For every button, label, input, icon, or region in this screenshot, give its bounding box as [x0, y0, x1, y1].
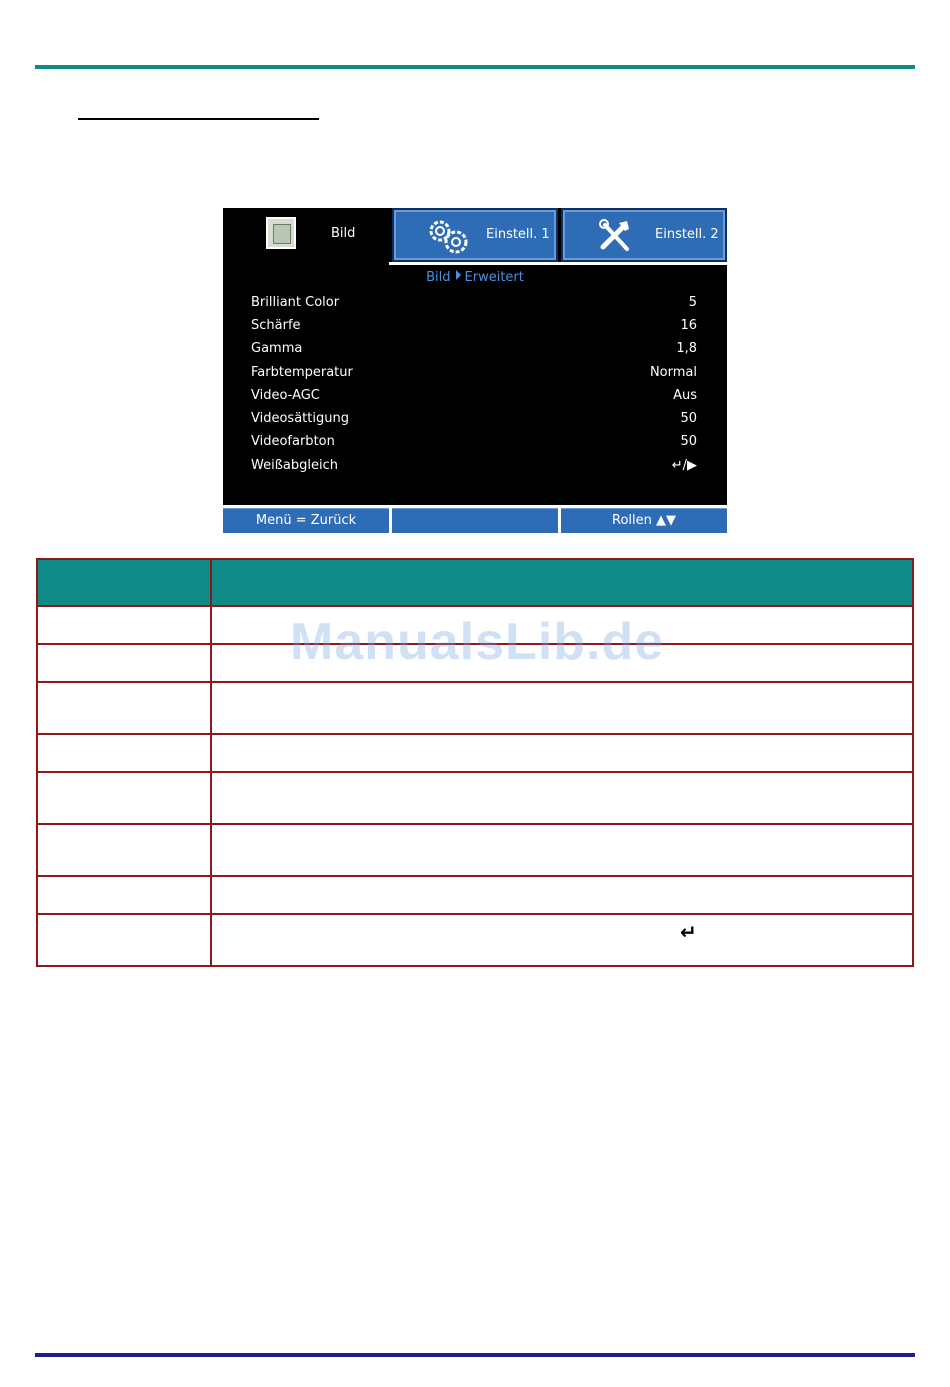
table-row	[37, 914, 913, 966]
menu-item-label: Schärfe	[251, 318, 301, 333]
menu-item-value: Normal	[649, 365, 697, 380]
menu-item-videosaettigung[interactable]	[251, 411, 697, 431]
breadcrumb-parent: Bild	[426, 270, 451, 285]
osd-menu	[223, 208, 727, 533]
menu-item-label: Video-AGC	[251, 388, 320, 403]
table-row	[37, 734, 913, 772]
chevron-right-icon	[456, 270, 461, 280]
menu-item-value: 50	[680, 434, 697, 449]
bottom-divider	[35, 1353, 915, 1357]
scroll-button[interactable]: Rollen ▲▼	[561, 508, 727, 533]
picture-icon	[266, 217, 296, 249]
menu-item-weissabgleich[interactable]	[251, 458, 697, 478]
table-header-row	[37, 559, 913, 606]
tools-icon	[595, 217, 639, 255]
table-row	[37, 876, 913, 914]
watermark: ManualsLib.de	[290, 613, 665, 671]
tab-bild-label: Bild	[331, 226, 356, 241]
tab-einstell-2-label: Einstell. 2	[655, 227, 719, 242]
tab-einstell-1-label: Einstell. 1	[486, 227, 550, 242]
section-heading-underline	[78, 118, 319, 120]
menu-item-value: 1,8	[676, 341, 697, 356]
menu-back-button[interactable]: Menü = Zurück	[223, 508, 389, 533]
menu-item-label: Weißabgleich	[251, 458, 338, 473]
menu-item-label: Gamma	[251, 341, 303, 356]
menu-item-label: Farbtemperatur	[251, 365, 353, 380]
menu-item-value: 16	[680, 318, 697, 333]
menu-item-value: Aus	[673, 388, 697, 403]
top-divider	[35, 65, 915, 69]
menu-item-value: ↵/▶	[671, 458, 697, 473]
table-row	[37, 772, 913, 824]
tab-bild[interactable]	[223, 208, 389, 264]
menu-item-schaerfe[interactable]	[251, 318, 697, 338]
enter-icon: ↵	[680, 922, 697, 944]
breadcrumb	[223, 270, 727, 285]
table-row	[37, 824, 913, 876]
menu-item-gamma[interactable]	[251, 341, 697, 361]
menu-item-value: 50	[680, 411, 697, 426]
menu-item-brilliant-color[interactable]	[251, 295, 697, 315]
menu-item-label: Videofarbton	[251, 434, 335, 449]
tab-einstell-1[interactable]	[392, 208, 558, 262]
menu-item-farbtemperatur[interactable]	[251, 365, 697, 385]
menu-item-videofarbton[interactable]	[251, 434, 697, 454]
table-header-cell	[211, 559, 913, 606]
menu-item-value: 5	[688, 295, 697, 310]
gears-icon	[426, 217, 470, 255]
menu-item-video-agc[interactable]	[251, 388, 697, 408]
table-row	[37, 682, 913, 734]
tab-einstell-2[interactable]	[561, 208, 727, 262]
menu-item-label: Brilliant Color	[251, 295, 340, 310]
table-header-cell	[37, 559, 211, 606]
menu-blank-button	[392, 508, 558, 533]
breadcrumb-child: Erweitert	[464, 270, 524, 285]
tabs-underline	[389, 262, 727, 265]
menu-item-label: Videosättigung	[251, 411, 349, 426]
